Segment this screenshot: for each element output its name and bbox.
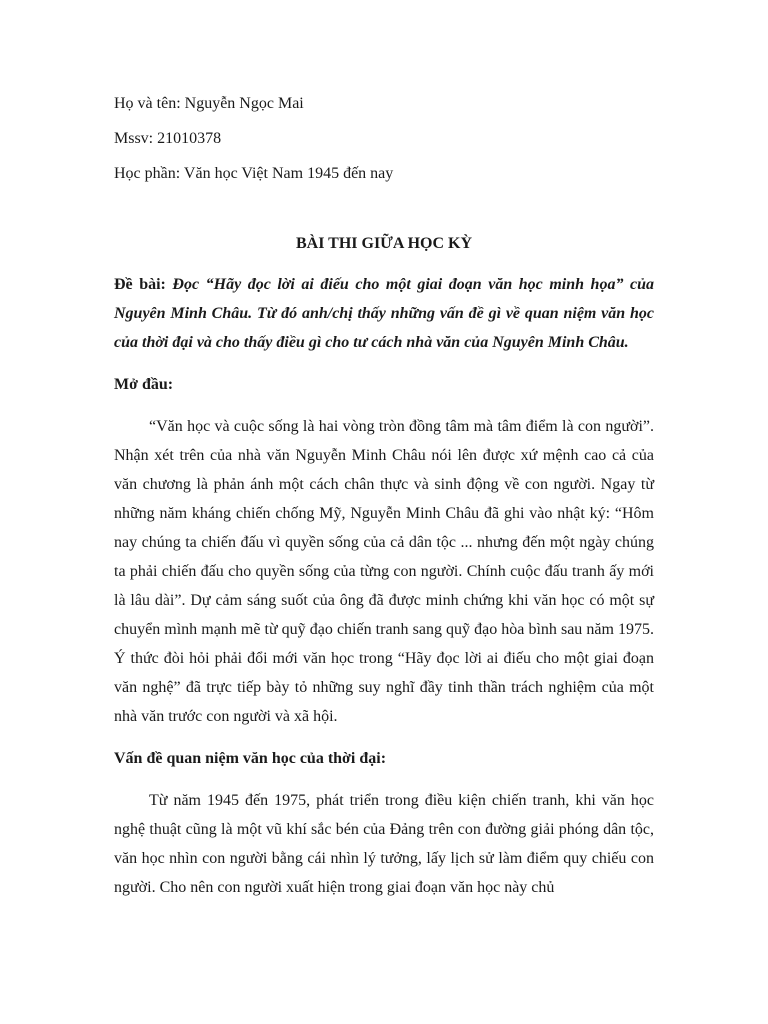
exam-prompt [114,270,654,357]
student-id-line: Mssv: 21010378 [114,130,222,147]
section-heading-intro: Mở đầu: [114,376,174,393]
course-line: Học phần: Văn học Việt Nam 1945 đến nay [114,165,394,182]
section-paragraph-intro: “Văn học và cuộc sống là hai vòng tròn đồng tâm mà tâm điểm là con người”. Nhận xét trên của nhà văn Nguyễn Minh Châu nói lên được xứ mệnh cao cả của văn chương là phản ánh một cách chân thực và sinh động về con người. Ngay từ những năm kháng chiến chống Mỹ, Nguyễn Minh Châu đã ghi vào nhật ký: “Hôm nay chúng ta chiến đấu vì quyền sống của cả dân tộc ... nhưng đến một ngày chúng ta phải chiến đấu cho quyền sống của từng con người. Chính cuộc đấu tranh ấy mới là lâu dài”. Dự cảm sáng suốt của ông đã được minh chứng khi văn học có một sự chuyển mình mạnh mẽ từ quỹ đạo chiến tranh sang quỹ đạo hòa bình sau năm 1975. Ý thức đòi hỏi phải đổi mới văn học trong “Hãy đọc lời ai điếu cho một giai đoạn văn nghệ” đã trực tiếp bày tỏ những suy nghĩ đầy tinh thần trách nghiệm của một nhà văn trước con người và xã hội. [114,418,654,725]
exam-title: BÀI THI GIỮA HỌC KỲ [295,235,473,252]
student-name-line: Họ và tên: Nguyễn Ngọc Mai [114,95,304,112]
prompt-label: Đề bài: [114,276,166,293]
section-heading-concept: Vấn đề quan niệm văn học của thời đại: [114,750,387,767]
section-paragraph-concept: Từ năm 1945 đến 1975, phát triển trong điều kiện chiến tranh, khi văn học nghệ thuật cũng là một vũ khí sắc bén của Đảng trên con đường giải phóng dân tộc, văn học nhìn con người bằng cái nhìn lý tưởng, lấy lịch sử làm điểm quy chiếu con người. Cho nên con người xuất hiện trong giai đoạn văn học này chủ [114,792,654,896]
prompt-text: Đọc “Hãy đọc lời ai điếu cho một giai đoạn văn học minh họa” của Nguyên Minh Châu. Từ đó anh/chị thấy những vấn đề gì về quan niệm văn học của thời đại và cho thấy điều gì cho tư cách nhà văn của Nguyên Minh Châu. [114,276,655,351]
